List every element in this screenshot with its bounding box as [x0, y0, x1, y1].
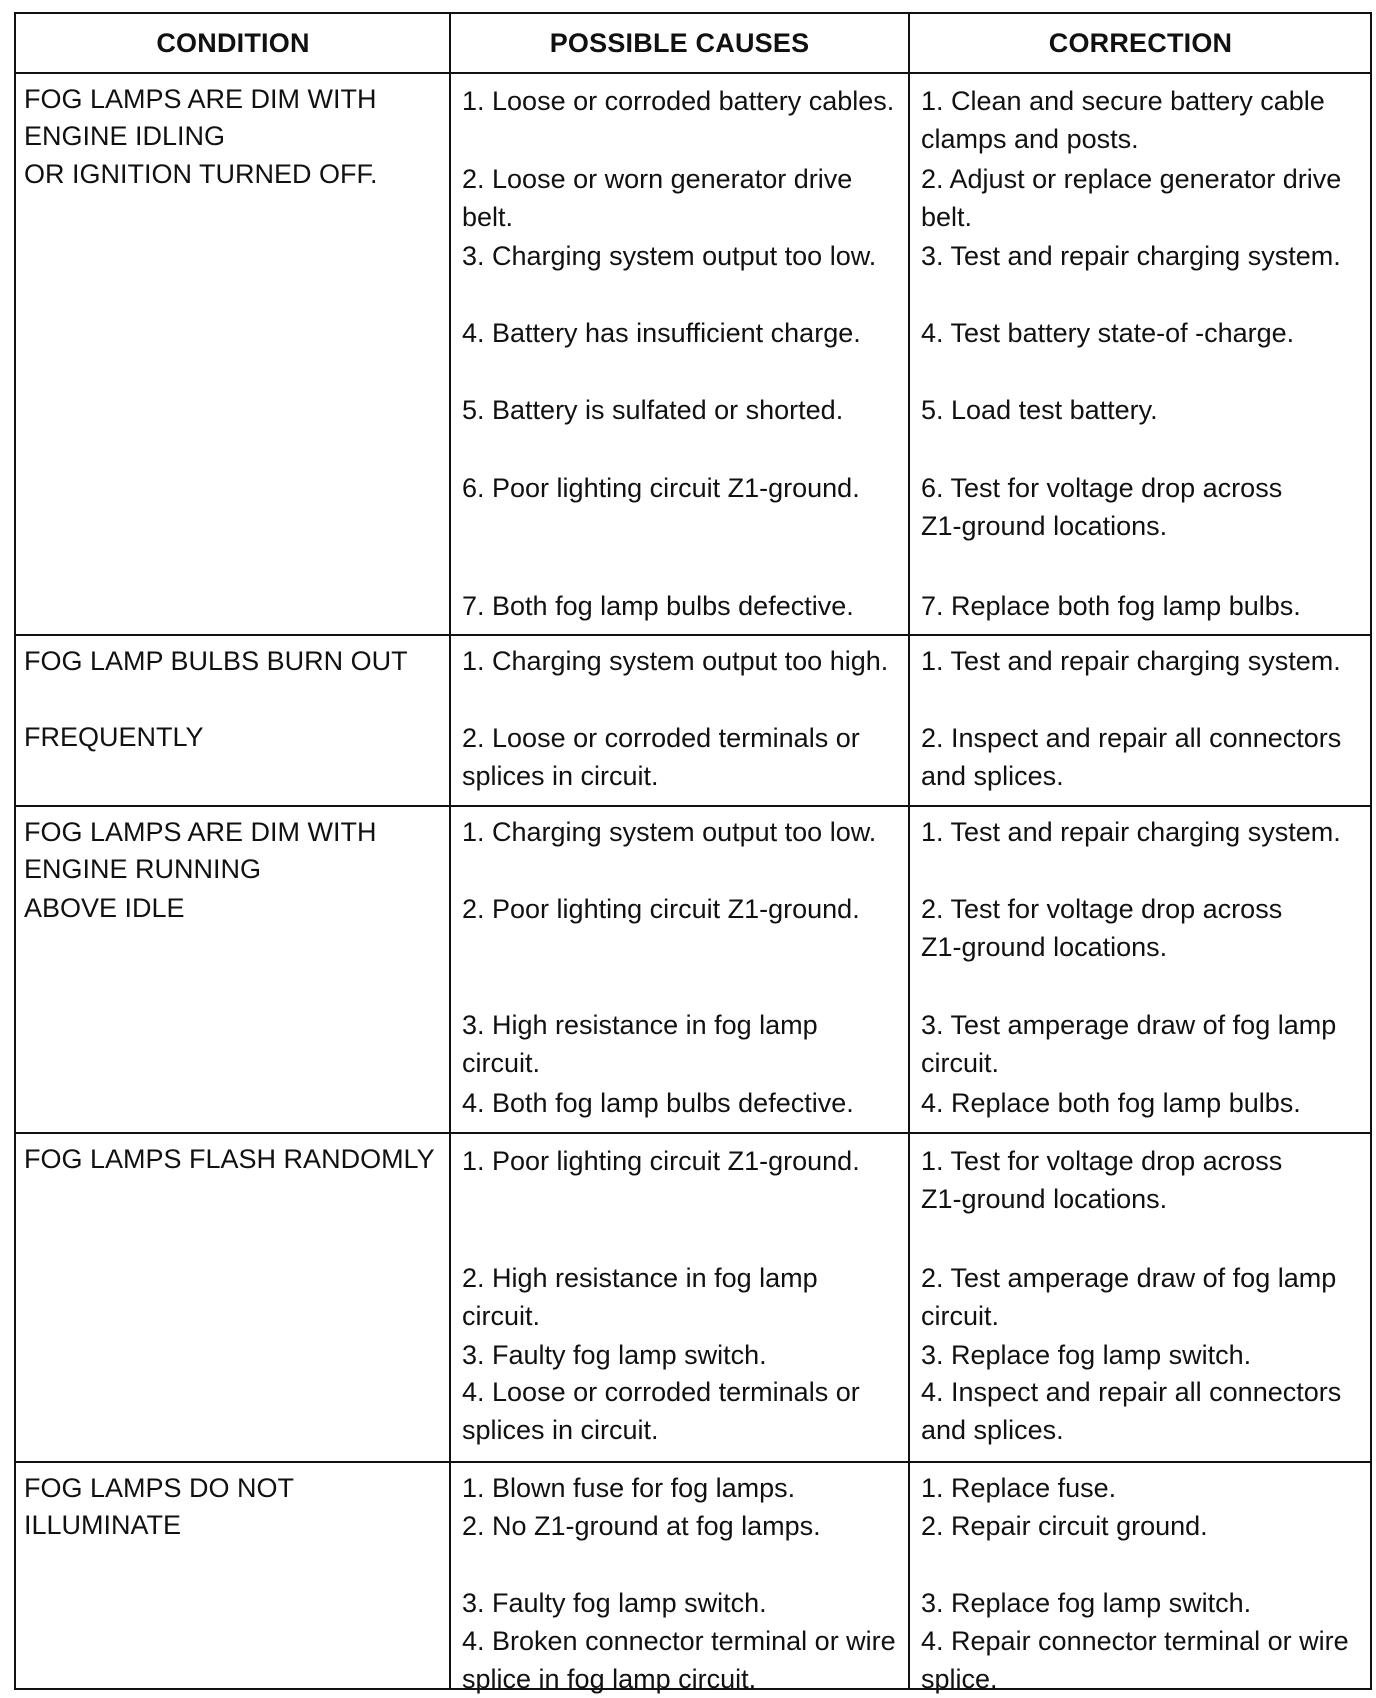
condition-cell	[24, 636, 442, 805]
cause-item: 1. Poor lighting circuit Z1-ground.	[462, 1146, 860, 1176]
correction-cell	[921, 1463, 1368, 1694]
condition-text: FOG LAMPS ARE DIM WITH	[24, 84, 377, 114]
causes-cell	[462, 1134, 905, 1461]
cause-item: 4. Both fog lamp bulbs defective.	[462, 1088, 854, 1118]
condition-text: FOG LAMP BULBS BURN OUT	[24, 646, 408, 676]
causes-cell	[462, 74, 905, 634]
correction-cell	[921, 1134, 1368, 1461]
cause-item: circuit.	[462, 1048, 541, 1078]
correction-item: and splices.	[921, 761, 1064, 791]
correction-cell	[921, 74, 1368, 634]
cause-item: 4. Battery has insufficient charge.	[462, 318, 861, 348]
correction-item: 1. Replace fuse.	[921, 1473, 1117, 1503]
condition-text: FOG LAMPS ARE DIM WITH	[24, 817, 377, 847]
condition-cell	[24, 74, 442, 634]
causes-cell	[462, 636, 905, 805]
correction-item: belt.	[921, 202, 973, 232]
condition-text: ABOVE IDLE	[24, 893, 185, 923]
correction-item: clamps and posts.	[921, 124, 1139, 154]
cause-item: 3. High resistance in fog lamp	[462, 1010, 818, 1040]
cause-item: 1. Charging system output too low.	[462, 817, 877, 847]
cause-item: 6. Poor lighting circuit Z1-ground.	[462, 473, 860, 503]
header-correction: CORRECTION	[1048, 27, 1233, 58]
correction-item: 4. Test battery state-of -charge.	[921, 318, 1295, 348]
condition-cell	[24, 1463, 442, 1690]
condition-cell	[24, 807, 442, 1132]
header-condition: CONDITION	[156, 27, 310, 58]
cause-item: 1. Loose or corroded battery cables.	[462, 86, 895, 116]
correction-item: Z1-ground locations.	[921, 932, 1168, 962]
cause-item: 2. Loose or worn generator drive	[462, 164, 853, 194]
correction-item: and splices.	[921, 1415, 1064, 1445]
correction-item: 2. Adjust or replace generator drive	[921, 164, 1342, 194]
correction-cell	[921, 807, 1368, 1132]
correction-item: splice.	[921, 1664, 998, 1694]
cause-item: 2. High resistance in fog lamp	[462, 1263, 818, 1293]
correction-item: 3. Replace fog lamp switch.	[921, 1340, 1252, 1370]
correction-cell	[921, 636, 1368, 805]
cause-item: 4. Loose or corroded terminals or	[462, 1377, 860, 1407]
cause-item: 4. Broken connector terminal or wire	[462, 1626, 896, 1656]
condition-text: ENGINE RUNNING	[24, 854, 262, 884]
cause-item: belt.	[462, 202, 514, 232]
causes-cell	[462, 807, 905, 1132]
correction-item: circuit.	[921, 1048, 1000, 1078]
cause-item: splices in circuit.	[462, 1415, 659, 1445]
correction-item: 7. Replace both fog lamp bulbs.	[921, 591, 1301, 621]
cause-item: 5. Battery is sulfated or shorted.	[462, 395, 844, 425]
correction-item: 6. Test for voltage drop across	[921, 473, 1283, 503]
condition-cell	[24, 1134, 442, 1461]
cause-item: 3. Faulty fog lamp switch.	[462, 1340, 767, 1370]
condition-text: FOG LAMPS DO NOT	[24, 1473, 295, 1503]
correction-item: 2. Test for voltage drop across	[921, 894, 1283, 924]
cause-item: splices in circuit.	[462, 761, 659, 791]
correction-item: 4. Repair connector terminal or wire	[921, 1626, 1349, 1656]
correction-item: 1. Test and repair charging system.	[921, 817, 1341, 847]
condition-text: ENGINE IDLING	[24, 121, 226, 151]
cause-item: 1. Charging system output too high.	[462, 646, 889, 676]
correction-item: circuit.	[921, 1301, 1000, 1331]
cause-item: splice in fog lamp circuit.	[462, 1664, 757, 1694]
correction-item: Z1-ground locations.	[921, 1184, 1168, 1214]
correction-item: Z1-ground locations.	[921, 511, 1168, 541]
correction-item: 4. Replace both fog lamp bulbs.	[921, 1088, 1301, 1118]
troubleshooting-table	[14, 12, 1372, 1694]
correction-item: 2. Test amperage draw of fog lamp	[921, 1263, 1337, 1293]
causes-cell	[462, 1463, 905, 1694]
correction-item: 1. Clean and secure battery cable	[921, 86, 1325, 116]
correction-item: 3. Replace fog lamp switch.	[921, 1588, 1252, 1618]
column-divider	[908, 14, 910, 1688]
correction-item: 4. Inspect and repair all connectors	[921, 1377, 1342, 1407]
correction-item: 5. Load test battery.	[921, 395, 1158, 425]
condition-text: FREQUENTLY	[24, 722, 204, 752]
correction-item: 2. Inspect and repair all connectors	[921, 723, 1342, 753]
correction-item: 3. Test and repair charging system.	[921, 241, 1341, 271]
cause-item: circuit.	[462, 1301, 541, 1331]
header-possible-causes: POSSIBLE CAUSES	[549, 27, 810, 58]
correction-item: 1. Test and repair charging system.	[921, 646, 1341, 676]
condition-text: ILLUMINATE	[24, 1510, 182, 1540]
cause-item: 1. Blown fuse for fog lamps.	[462, 1473, 796, 1503]
cause-item: 7. Both fog lamp bulbs defective.	[462, 591, 854, 621]
cause-item: 3. Charging system output too low.	[462, 241, 877, 271]
column-divider	[449, 14, 451, 1688]
correction-item: 3. Test amperage draw of fog lamp	[921, 1010, 1337, 1040]
cause-item: 3. Faulty fog lamp switch.	[462, 1588, 767, 1618]
correction-item: 1. Test for voltage drop across	[921, 1146, 1283, 1176]
cause-item: 2. Poor lighting circuit Z1-ground.	[462, 894, 860, 924]
condition-text: FOG LAMPS FLASH RANDOMLY	[24, 1144, 435, 1174]
cause-item: 2. No Z1-ground at fog lamps.	[462, 1511, 821, 1541]
correction-item: 2. Repair circuit ground.	[921, 1511, 1208, 1541]
condition-text: OR IGNITION TURNED OFF.	[24, 159, 378, 189]
cause-item: 2. Loose or corroded terminals or	[462, 723, 860, 753]
